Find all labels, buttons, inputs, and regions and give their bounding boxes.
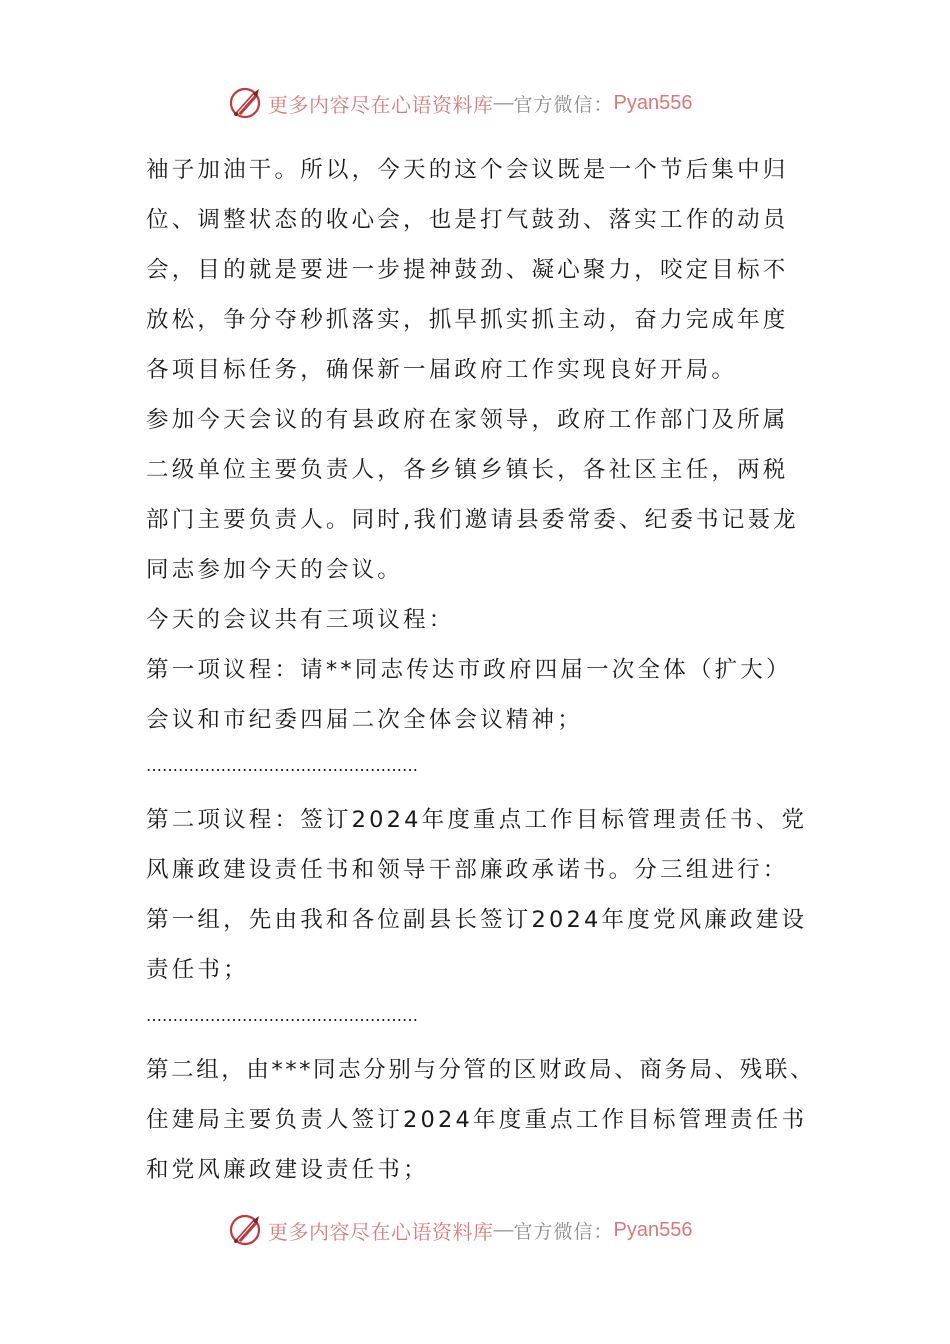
text-line: 参加今天会议的有县政府在家领导，政府工作部门及所属 [146, 407, 789, 433]
watermark-main-text: 更多内容尽在心语资料库 [268, 1219, 494, 1244]
text-line: 袖子加油干。所以，今天的这个会议既是一个节后集中归 [146, 157, 789, 183]
text-line: 位、调整状态的收心会，也是打气鼓劲、落实工作的动员 [146, 207, 789, 233]
pen-nib-logo-icon [228, 85, 264, 121]
text-line: 第二组，由***同志分别与分管的区财政局、商务局、残联、 [146, 1057, 816, 1083]
watermark-wechat-label: 官方微信： [513, 93, 614, 116]
ellipsis-line: …………………………………………… [146, 1006, 418, 1025]
text-line: 第一项议程：请**同志传达市政府四届一次全体（扩大） [146, 657, 792, 683]
text-line: 今天的会议共有三项议程： [146, 607, 455, 633]
text-line: 部门主要负责人。同时,我们邀请县委常委、纪委书记聂龙 [146, 507, 799, 533]
header-watermark [228, 83, 748, 123]
text-line: 和党风廉政建设责任书； [146, 1157, 429, 1183]
text-line: 会议和市纪委四届二次全体会议精神； [146, 707, 583, 733]
text-line: 住建局主要负责人签订2024年度重点工作目标管理责任书 [146, 1107, 808, 1133]
text-line: 会，目的就是要进一步提神鼓劲、凝心聚力，咬定目标不 [146, 257, 789, 283]
watermark-wechat-id: Pyan556 [613, 1218, 693, 1241]
ellipsis-line: …………………………………………… [146, 756, 418, 775]
text-line: 责任书； [146, 957, 249, 983]
document-body [146, 145, 821, 1195]
text-line: 第一组，先由我和各位副县长签订2024年度党风廉政建设 [146, 907, 808, 933]
watermark-wechat-id: Pyan556 [613, 91, 693, 114]
text-line: 风廉政建设责任书和领导干部廉政承诺书。分三组进行： [146, 857, 789, 883]
text-line: 各项目标任务，确保新一届政府工作实现良好开局。 [146, 357, 738, 383]
watermark-main-text: 更多内容尽在心语资料库 [268, 92, 494, 117]
watermark-separator: — [493, 1218, 514, 1241]
text-line: 二级单位主要负责人，各乡镇乡镇长，各社区主任，两税 [146, 457, 789, 483]
footer-watermark [228, 1210, 748, 1250]
text-line: 放松，争分夺秒抓落实，抓早抓实抓主动，奋力完成年度 [146, 307, 789, 333]
text-line: 同志参加今天的会议。 [146, 557, 404, 583]
pen-nib-logo-icon [228, 1212, 264, 1248]
text-line: 第二项议程：签订2024年度重点工作目标管理责任书、党 [146, 807, 808, 833]
watermark-separator: — [493, 91, 514, 114]
watermark-wechat-label: 官方微信： [513, 1220, 614, 1243]
